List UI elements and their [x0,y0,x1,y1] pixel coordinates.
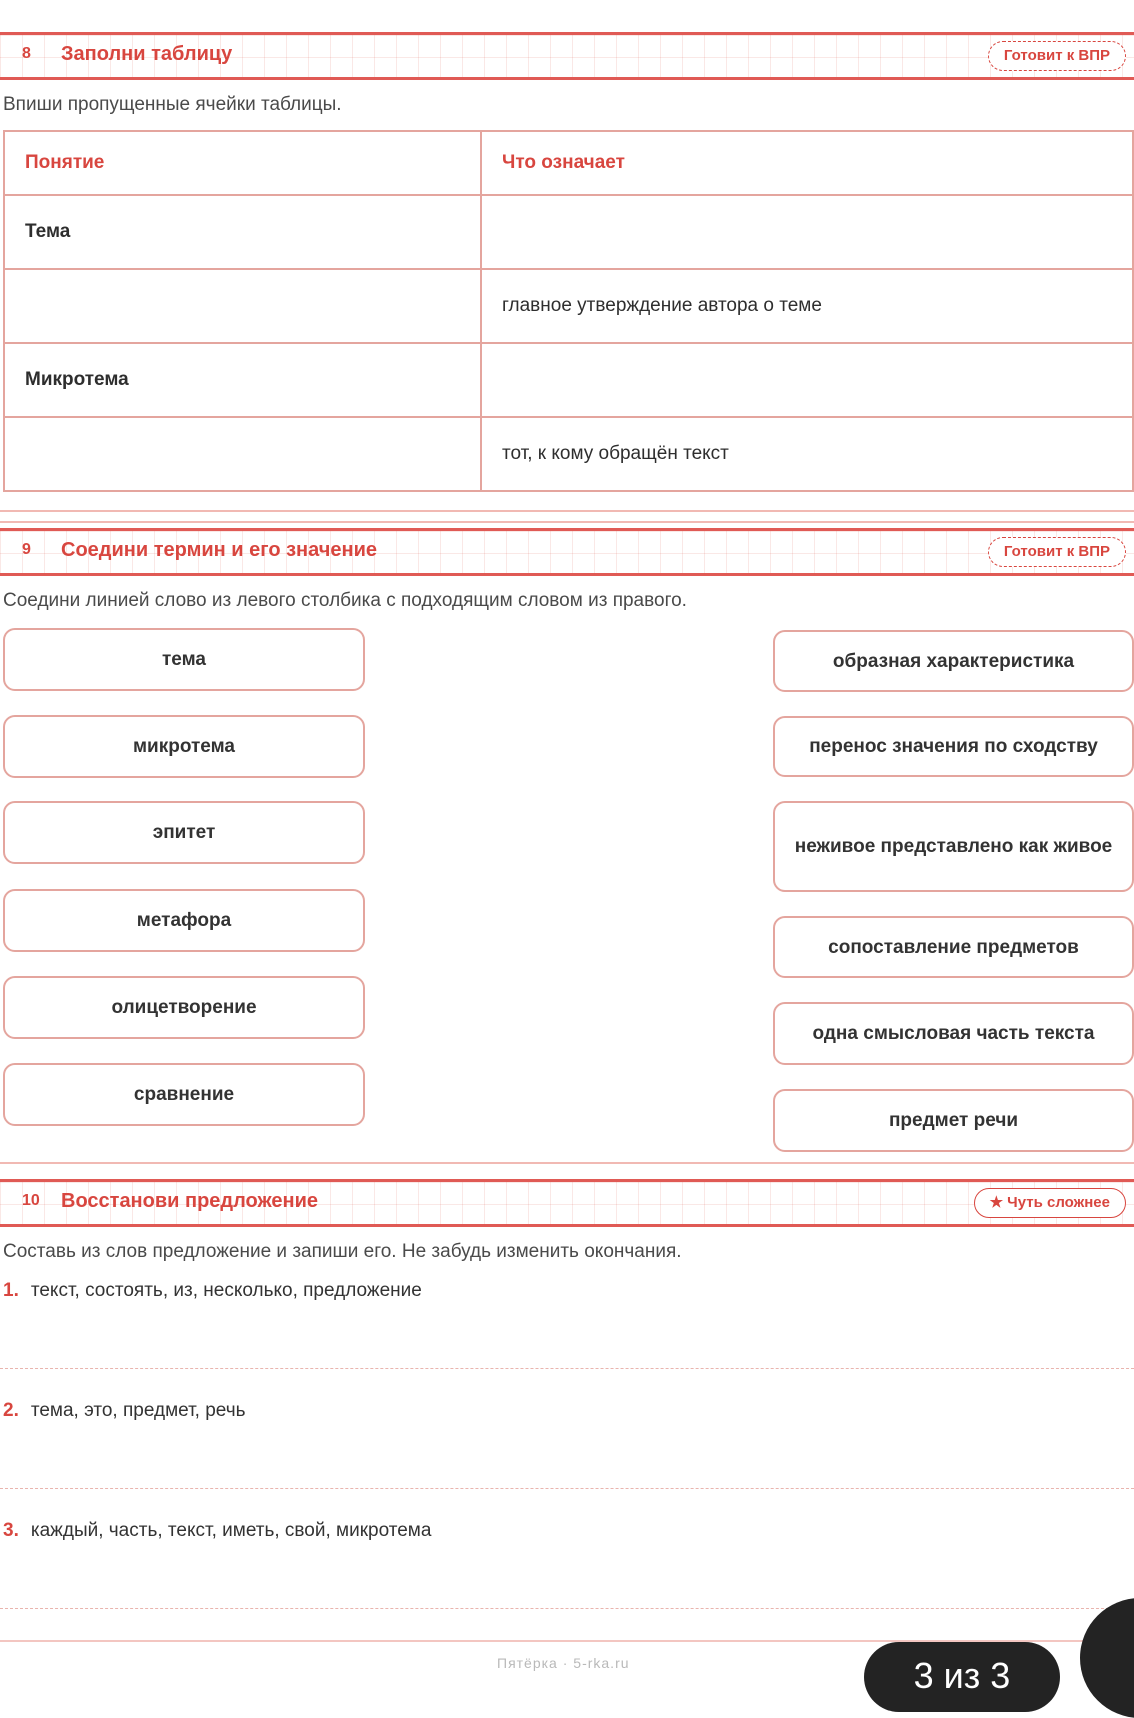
table-row [4,269,1133,343]
match-meaning[interactable]: одна смысловая часть текста [773,1002,1134,1065]
page-indicator: 3 из 3 [864,1642,1060,1712]
task-8-header [0,32,1134,80]
match-term[interactable]: тема [3,628,365,691]
item-words: тема, это, предмет, речь [30,1400,246,1421]
list-item [3,1280,422,1302]
list-item [3,1520,431,1542]
task-9-header [0,528,1134,576]
match-term[interactable]: метафора [3,889,365,952]
answer-line[interactable] [0,1368,1134,1369]
answer-line[interactable] [0,1608,1134,1609]
table-row [4,343,1133,417]
match-term[interactable]: эпитет [3,801,365,864]
answer-line[interactable] [0,1488,1134,1489]
item-words: каждый, часть, текст, иметь, свой, микротема [30,1520,432,1541]
vpr-badge: Готовит к ВПР [988,537,1126,567]
match-meaning[interactable]: неживое представлено как живое [773,801,1134,892]
task-instruction: Впиши пропущенные ячейки таблицы. [3,94,342,115]
floating-action-button[interactable] [1080,1598,1134,1718]
table-row [4,195,1133,269]
divider [0,1162,1134,1164]
column-header: Что означает [481,131,1133,195]
task-number: 10 [22,1192,40,1209]
item-words: текст, состоять, из, несколько, предложение [30,1280,422,1301]
table-row [4,417,1133,491]
term-cell: Микротема [4,343,481,417]
match-meaning[interactable]: сопоставление предметов [773,916,1134,978]
vpr-badge: Готовит к ВПР [988,41,1126,71]
blank-cell[interactable] [4,417,481,491]
task-instruction: Составь из слов предложение и запиши его. Не забудь изменить окончания. [3,1241,682,1262]
task-number: 8 [22,45,31,62]
task-title: Заполни таблицу [61,43,233,65]
item-number: 1. [3,1280,19,1301]
blank-cell[interactable] [481,343,1133,417]
meaning-cell: главное утверждение автора о теме [481,269,1133,343]
match-meaning[interactable]: предмет речи [773,1089,1134,1152]
blank-cell[interactable] [481,195,1133,269]
meaning-cell: тот, к кому обращён текст [481,417,1133,491]
task-instruction: Соедини линией слово из левого столбика с подходящим словом из правого. [3,590,687,611]
divider [0,521,1134,523]
match-meaning[interactable]: образная характеристика [773,630,1134,692]
match-term[interactable]: сравнение [3,1063,365,1126]
blank-cell[interactable] [4,269,481,343]
fill-table [3,130,1134,492]
list-item [3,1400,246,1422]
task-title: Восстанови предложение [61,1190,319,1212]
divider [0,510,1134,512]
task-10-header [0,1179,1134,1227]
footer-source: Пятёрка · 5-rka.ru [497,1655,630,1671]
match-term[interactable]: олицетворение [3,976,365,1039]
table-header-row [4,131,1133,195]
item-number: 2. [3,1400,19,1421]
task-number: 9 [22,541,31,558]
item-number: 3. [3,1520,19,1541]
task-title: Соедини термин и его значение [61,539,377,561]
match-term[interactable]: микротема [3,715,365,778]
term-cell: Тема [4,195,481,269]
match-meaning[interactable]: перенос значения по сходству [773,716,1134,777]
column-header: Понятие [4,131,481,195]
harder-badge: ★ Чуть сложнее [974,1188,1126,1218]
